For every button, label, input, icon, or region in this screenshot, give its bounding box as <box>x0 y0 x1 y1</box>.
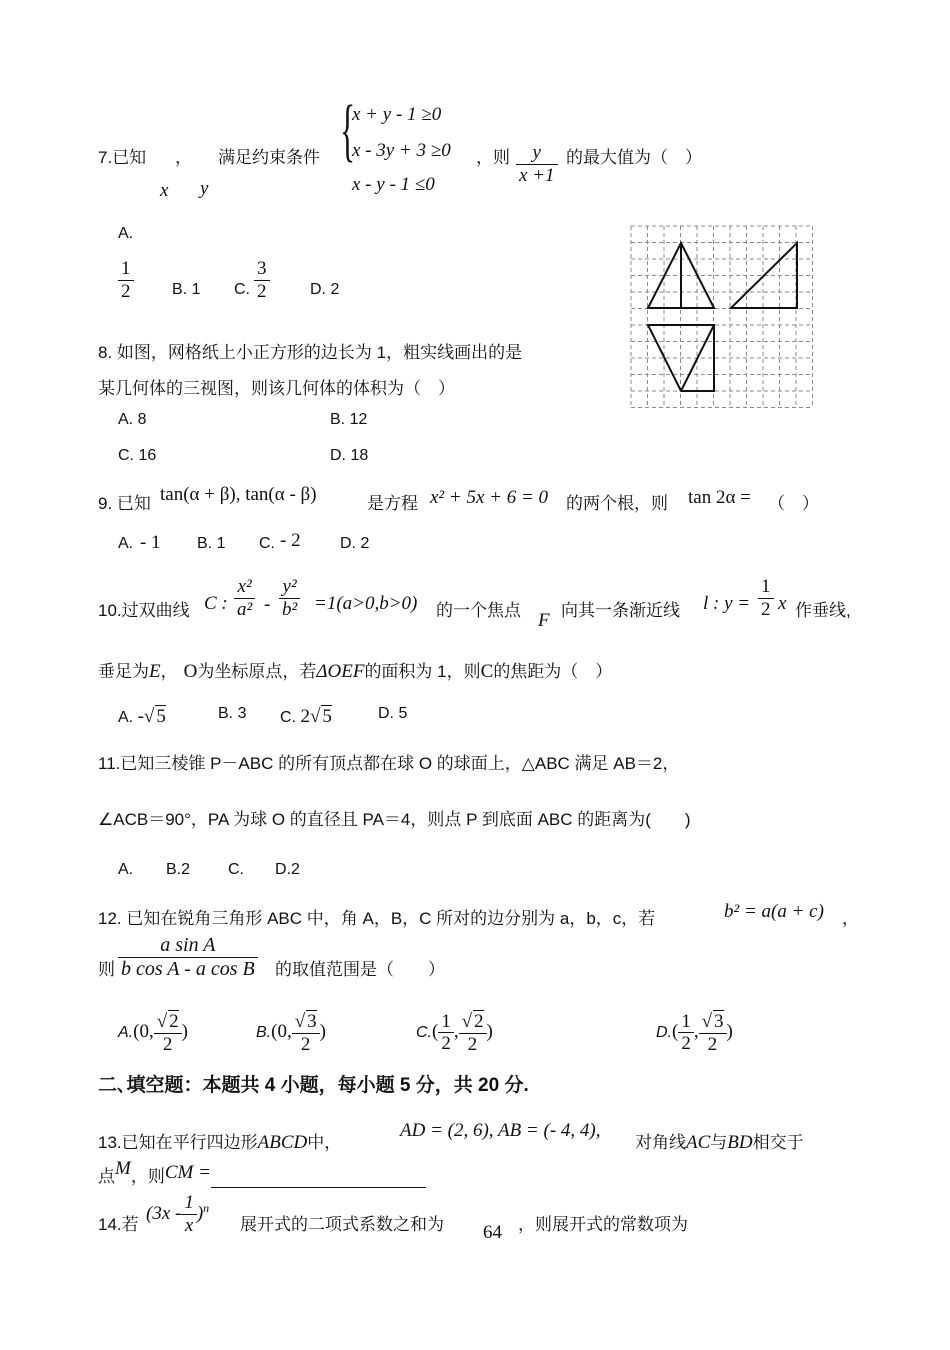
three-view-grid-figure <box>630 225 816 411</box>
q8-option-b: B. 12 <box>330 411 368 428</box>
q10-opt-a-radicand: 5 <box>156 706 166 727</box>
q10-half <box>758 576 774 621</box>
q13-line1 <box>98 1128 341 1154</box>
q10-point-e: E <box>149 661 161 682</box>
q10-triangle: ΔOEF <box>316 661 365 682</box>
q14-text3: ，则展开式的常数项为 <box>518 1215 688 1234</box>
q10-line2-c: 的面积为 1，则 <box>364 662 481 681</box>
q14-expr-left: (3x - <box>146 1202 182 1224</box>
q12-opt-c-right: ) <box>486 1021 493 1043</box>
q12-opt-d-sep: , <box>693 1021 699 1043</box>
q12-opt-b-den: 2 <box>292 1033 320 1056</box>
q12-line1: 12. 已知在锐角三角形 ABC 中，角 A，B，C 所对的边分别为 a，b，c，若 <box>98 909 656 928</box>
q12-opt-b-radicand: 3 <box>307 1011 317 1032</box>
q10-text3: 向其一条渐近线 <box>561 601 680 620</box>
q10-opt-a-label: A. <box>118 709 134 726</box>
q7-stem <box>98 143 146 168</box>
q12-opt-d-left: ( <box>672 1021 679 1043</box>
q7-option-d: D. 2 <box>310 281 340 298</box>
q10-half-den: 2 <box>758 598 774 621</box>
q10-curve-c: C <box>480 661 494 682</box>
q13-line2 <box>98 1158 426 1188</box>
q9-equation: x² + 5x + 6 = 0 <box>430 487 549 508</box>
q7-comma: ， <box>175 148 192 167</box>
q10-text2: 的一个焦点 <box>436 601 521 620</box>
q7-option-c-value <box>254 258 270 303</box>
q12-option-a: A.(0, $\frac{√ 2}{2}$ ) <box>118 1011 188 1055</box>
q10-line2 <box>98 657 612 683</box>
q12-opt-b-right: ) <box>319 1021 326 1043</box>
q12-opt-c-radicand: 2 <box>474 1011 484 1032</box>
q9-option-a-value: - 1 <box>140 532 161 553</box>
q7-brace: { <box>340 92 356 169</box>
q10-option-a: A. -√ 5 <box>118 706 166 727</box>
q11-line1: 11.已知三棱锥 P－ABC 的所有顶点都在球 O 的球面上，△ABC 满足 AB＝2， <box>98 754 680 773</box>
q9-text2: 是方程 <box>367 494 418 513</box>
q12-fraction <box>118 934 258 981</box>
q10-text4: 作垂线, <box>795 601 851 620</box>
q10-x2: x² <box>237 576 252 597</box>
q12-opt-a-left: (0, <box>133 1021 154 1043</box>
q13-text2: 中， <box>307 1133 342 1152</box>
q10-text1: 10.过双曲线 <box>98 601 190 620</box>
q10-option-b: B. 3 <box>218 705 247 722</box>
q10-comma: ， <box>160 662 178 681</box>
q13-vectors: AD = (2, 6), AB = (- 4, 4), <box>400 1120 601 1141</box>
q12-opt-c-left: ( <box>432 1021 439 1043</box>
q13-text3: 对角线 <box>635 1133 686 1152</box>
q10-option-c: C. 2√ 5 <box>280 706 332 727</box>
q12-opt-c-num1: 1 <box>441 1010 451 1032</box>
q9-expr: tan(α + β), tan(α - β) <box>160 484 317 505</box>
q7-opt-a-num: 1 <box>121 258 131 279</box>
q13-line2-b: ，则 <box>130 1167 165 1186</box>
q9-option-b: B. 1 <box>197 535 226 552</box>
q14-value: 64 <box>483 1222 502 1243</box>
q12-opt-c-label: C. <box>416 1024 432 1042</box>
q12-opt-a-den: 2 <box>154 1033 182 1056</box>
q12-frac-den: b cos A - a cos B <box>118 957 258 981</box>
q14-expr-right: ) <box>196 1202 204 1224</box>
q14-text2: 展开式的二项式系数之和为 <box>240 1215 444 1234</box>
q10-half-num: 1 <box>761 576 771 597</box>
q10-opt-c-coef: 2 <box>300 706 310 727</box>
q12-option-d: D.( $\frac{1}{2}$ , $\frac{√ 3}{2}$ ) <box>656 1010 733 1055</box>
q13-bd: BD <box>727 1132 753 1153</box>
q14-num: 1 <box>184 1192 194 1213</box>
q12-opt-d-right: ) <box>726 1021 733 1043</box>
q10-option-d: D. 5 <box>378 705 408 722</box>
q7-option-c: C. <box>234 281 250 298</box>
q11-option-d: D.2 <box>275 861 300 878</box>
q10-line2-a: 垂足为 <box>98 662 149 681</box>
q13-abcd: ABCD <box>257 1132 308 1153</box>
q13-ac: AC <box>686 1132 711 1153</box>
q12-opt-b-left: (0, <box>271 1021 292 1043</box>
q14-den: x <box>181 1214 197 1237</box>
q7-option-b: B. 1 <box>172 281 201 298</box>
q12-comma: ， <box>842 909 859 928</box>
q9-text3: 的两个根，则 <box>566 494 668 513</box>
q7-var-y: y <box>200 178 209 199</box>
q12-opt-c-den1: 2 <box>438 1032 454 1055</box>
q10-point-o: O <box>183 661 198 682</box>
q13-point-m: M <box>115 1158 131 1179</box>
q10-minus: - <box>264 594 271 615</box>
q7-number: 7. <box>98 148 113 167</box>
q12-opt-d-label: D. <box>656 1024 672 1042</box>
q12-option-c: C.( $\frac{1}{2}$ , $\frac{√ 2}{2}$ ) <box>416 1010 493 1055</box>
q13-line1-b <box>635 1128 804 1154</box>
q9-option-d: D. 2 <box>340 535 370 552</box>
q10-line-l: l : y = <box>703 593 751 614</box>
q10-a2: a² <box>234 598 255 621</box>
q12-opt-d-radicand: 3 <box>714 1011 724 1032</box>
q8-line2: 某几何体的三视图，则该几何体的体积为（ ） <box>98 379 455 398</box>
q12-frac-num: a sin A <box>160 934 216 956</box>
q10-opt-c-label: C. <box>280 709 296 726</box>
q13-text5: 相交于 <box>752 1133 804 1152</box>
q7-opt-c-den: 2 <box>254 280 270 303</box>
q14-exponent: n <box>203 1201 210 1216</box>
q12-opt-a-radicand: 2 <box>169 1011 179 1032</box>
q10-rest: =1(a>0,b>0) <box>314 593 418 614</box>
q7-option-a: A. <box>118 225 134 242</box>
q10-frac-x <box>234 576 255 621</box>
q8-option-d: D. 18 <box>330 447 369 464</box>
q12-opt-b-label: B. <box>256 1024 272 1042</box>
q7-frac-den: x +1 <box>516 164 558 187</box>
q11-line2: ∠ACB＝90°，PA 为球 O 的直径且 PA＝4，则点 P 到底面 ABC 的距离为( ) <box>98 810 691 829</box>
q9-option-a: A. <box>118 535 134 552</box>
q10-frac-y <box>279 576 300 621</box>
q13-answer-blank <box>211 1167 426 1188</box>
q14-expression <box>146 1192 209 1237</box>
q11-option-c: C. <box>228 861 244 878</box>
q9-target: tan 2α = <box>688 487 751 508</box>
q7-text3: ，则 <box>476 148 510 167</box>
q7-opt-c-num: 3 <box>257 258 267 279</box>
q7-frac-num: y <box>532 142 541 163</box>
q10-y2: y² <box>282 576 297 597</box>
q7-text4: 的最大值为（ ） <box>566 148 702 167</box>
q8-option-c: C. 16 <box>118 447 157 464</box>
q13-cm: CM = <box>164 1162 211 1183</box>
q10-line2-d: 的焦距为（ ） <box>493 662 613 681</box>
q14-text1: 14.若 <box>98 1215 139 1234</box>
q12-option-b: B.(0, $\frac{√ 3}{2}$ ) <box>256 1011 326 1055</box>
q7-text2: 满足约束条件 <box>218 148 320 167</box>
q12-opt-d-num1: 1 <box>681 1010 691 1032</box>
q7-constraint-3: x - y - 1 ≤0 <box>352 174 435 195</box>
q11-option-b: B.2 <box>166 861 191 878</box>
q10-b2: b² <box>279 598 300 621</box>
q12-opt-c-den2: 2 <box>459 1033 487 1056</box>
q10-focus: F <box>538 610 550 631</box>
q8-option-a: A. 8 <box>118 411 147 428</box>
q7-fraction <box>516 142 558 187</box>
q12-condition: b² = a(a + c) <box>724 901 824 922</box>
q10-opt-a-minus: - <box>137 706 144 727</box>
q9-option-c-value: - 2 <box>280 530 301 551</box>
q12-text2: 的取值范围是（ ） <box>275 960 445 979</box>
q10-line2-b: 为坐标原点，若 <box>197 662 317 681</box>
q12-opt-d-den2: 2 <box>699 1033 727 1056</box>
q13-text1: 13.已知在平行四边形 <box>98 1133 258 1152</box>
q7-constraint-1: x + y - 1 ≥0 <box>352 104 442 125</box>
q10-opt-c-radicand: 5 <box>322 706 332 727</box>
q9-text1: 9. 已知 <box>98 494 151 513</box>
q10-var-x: x <box>778 593 787 614</box>
q8-line1: 8. 如图，网格纸上小正方形的边长为 1，粗实线画出的是 <box>98 343 523 362</box>
q9-text4: （ ） <box>768 494 819 513</box>
section-fill-in-title: 二､填空题：本题共 4 小题，每小题 5 分，共 20 分. <box>98 1075 529 1096</box>
q7-text1: 已知 <box>112 148 147 167</box>
q7-opt-a-den: 2 <box>118 280 134 303</box>
q12-opt-a-label: A. <box>118 1024 134 1042</box>
q12-opt-d-den1: 2 <box>678 1032 694 1055</box>
q13-line2-a: 点 <box>98 1167 115 1186</box>
q12-opt-a-right: ) <box>181 1021 188 1043</box>
q10-curve-name: C : <box>204 593 228 614</box>
q12-opt-c-sep: , <box>453 1021 459 1043</box>
q11-option-a: A. <box>118 861 134 878</box>
q7-var-x: x <box>160 180 169 201</box>
q9-option-c: C. <box>259 535 275 552</box>
q7-option-a-value <box>118 258 134 303</box>
q13-text4: 与 <box>710 1133 728 1152</box>
q7-constraint-2: x - 3y + 3 ≥0 <box>352 140 451 161</box>
q12-then: 则 <box>98 960 115 979</box>
